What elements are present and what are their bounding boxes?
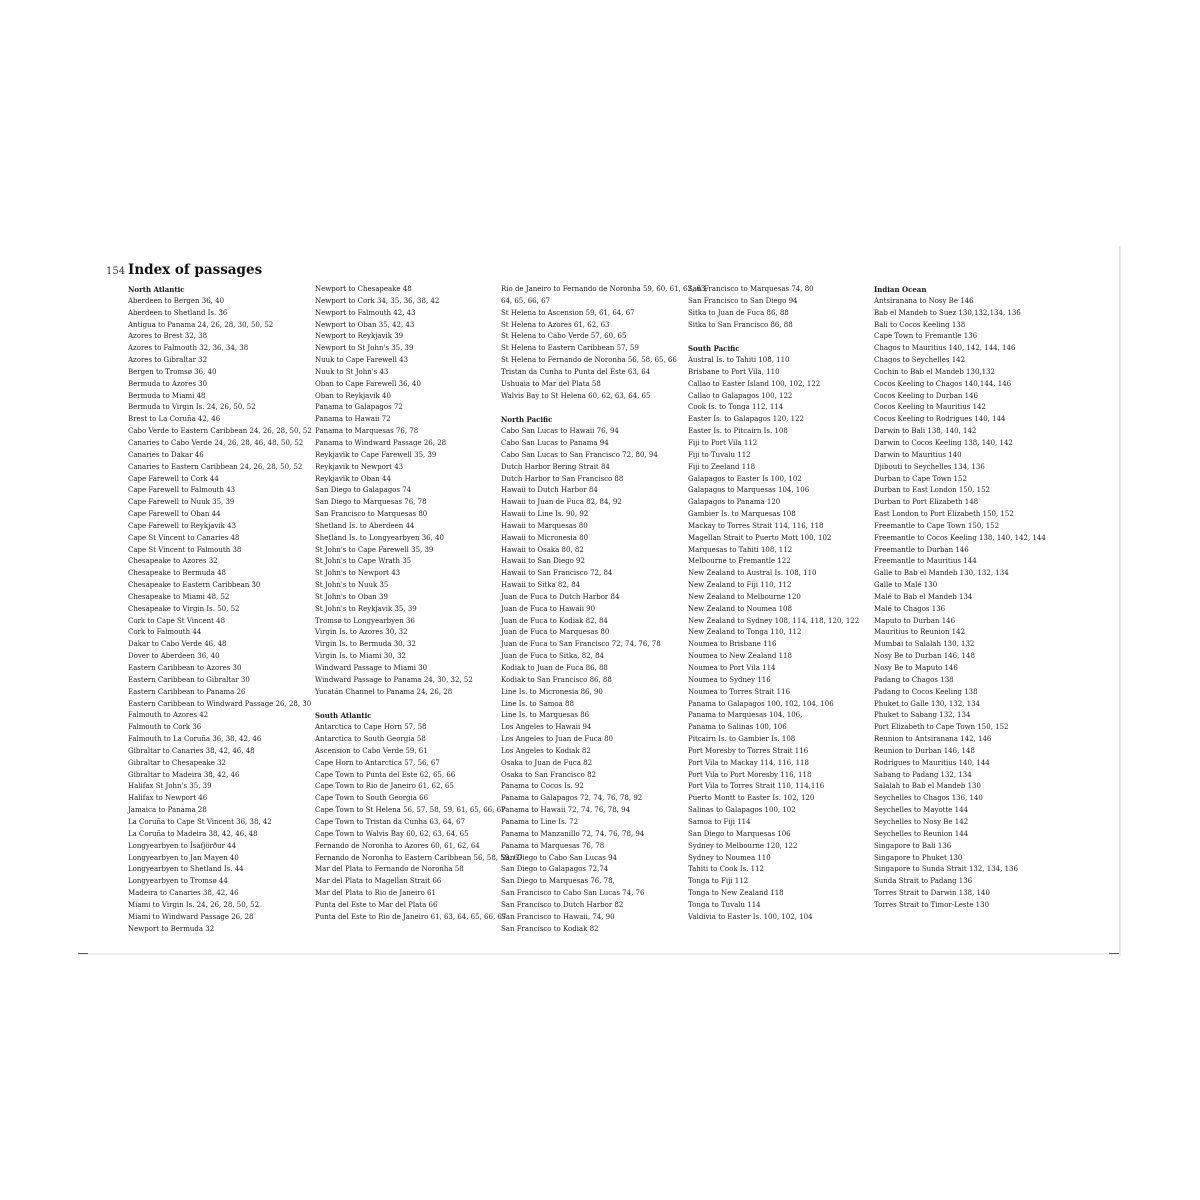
passage-entry: Panama to Marquesas 104, 106, [688,711,803,720]
passage-entry: Tonga to Fiji 112 [688,877,749,886]
passage-entry: Hawaii to Osaka 80, 82 [501,545,584,554]
passage-entry: Walvis Bay to St Helena 60, 62, 63, 64, 65 [501,391,651,400]
passage-entry: Callao to Galapagos 100, 122 [688,391,793,400]
passage-entry: Punta del Este to Rio de Janeiro 61, 63, 64, 65, 66, 67 [315,912,507,921]
section-spacer [688,331,874,343]
section-spacer [315,699,501,711]
passage-entry: San Diego to Galapagos 74 [315,486,412,495]
passage-entry: Sitka to Juan de Fuca 86, 88 [688,308,789,317]
passage-entry: Panama to Galapagos 72 [315,403,403,412]
passage-entry: Tonga to Tuvalu 114 [688,900,761,909]
passage-entry: Fiji to Tuvalu 112 [688,450,751,459]
page-edge-shadow [1119,246,1121,956]
passage-entry: Padang to Chagos 138 [874,675,954,684]
passage-entry: Eastern Caribbean to Azores 30 [128,664,242,672]
passage-entry: Reunion to Antsiranana 142, 146 [874,735,992,744]
passage-entry: Azores to Falmouth 32, 36, 34, 38 [128,344,249,353]
passage-entry: Bab el Mandeb to Suez 130,132,134, 136 [874,308,1021,317]
passage-entry: Bermuda to Virgin Is. 24, 26, 50, 52 [128,403,256,412]
passage-entry: Maputo to Durban 146 [874,616,956,625]
passage-entry: Falmouth to Azores 42 [128,711,209,720]
passage-entry: New Zealand to Tonga 110, 112 [688,628,802,637]
passage-entry: Hawaii to San Francisco 72, 84 [501,569,613,578]
passage-entry: Cape Farewell to Falmouth 43 [128,486,236,495]
passage-entry: Azores to Brest 32, 38 [128,332,208,341]
passage-entry: Port Vila to Mackay 114, 116, 118 [688,758,809,767]
passage-entry: Cocos Keeling to Durban 146 [874,391,979,400]
passage-entry: Freemantle to Cocos Keeling 138, 140, 142, 144 [874,533,1046,542]
passage-entry: Freemantle to Mauritius 144 [874,557,977,566]
passage-entry: San Francisco to Dutch Harbor 82 [501,900,624,909]
passage-entry: Nuuk to Cape Farewell 43 [315,356,409,365]
passage-entry: Canaries to Cabo Verde 24, 26, 28, 46, 48, 50, 52 [128,438,304,447]
passage-entry: Singapore to Bali 136 [874,841,952,850]
passage-entry: La Coruña to Cape St Vincent 36, 38, 42 [128,817,272,826]
passage-entry: Cook Is. to Tonga 112, 114 [688,403,784,412]
passage-entry: Osaka to Juan de Fuca 82 [501,758,593,767]
passage-entry: Dutch Harbor Bering Strait 84 [501,462,610,471]
passage-entry: Sunda Strait to Padang 136 [874,877,973,886]
passage-entry: Juan de Fuca to Marquesas 80 [501,628,610,637]
passage-entry: Tristan da Cunha to Punta del Este 63, 64 [501,367,651,376]
passage-entry: Gambier Is. to Marquesas 108 [688,510,796,519]
page-bottom-edge [78,953,1121,955]
passage-entry: Newport to Falmouth 42, 43 [315,308,416,317]
passage-entry: St Helena to Cabo Verde 57, 60, 65 [501,332,627,341]
passage-entry: Newport to Bermuda 32 [128,924,215,933]
passage-entry: Noumea to Sydney 116 [688,675,771,684]
region-heading: North Pacific [501,415,553,425]
passage-entry: Port Vila to Torres Strait 110, 114,116 [688,782,825,791]
passage-entry: Halifax to Newport 46 [128,794,208,803]
passage-entry: Samoa to Fiji 114 [688,817,751,826]
passage-entry: Mar del Plata to Rio de Janeiro 61 [315,889,436,898]
passage-entry: Puerto Montt to Easter Is. 102, 120 [688,794,815,803]
passage-entry: Cocos Keeling to Chagos 140,144, 146 [874,379,1012,388]
passage-entry: Bermuda to Miami 48 [128,391,206,400]
passage-entry: Line Is. to Samoa 88 [501,699,574,708]
passage-entry: Torres Strait to Darwin 138, 140 [874,889,990,898]
passage-entry: Cochin to Bab el Mandeb 130,132 [874,367,995,376]
passage-entry: Callao to Easter Island 100, 102, 122 [688,379,821,388]
index-column-1 [128,284,314,935]
passage-entry: Fiji to Port Vila 112 [688,438,758,447]
passage-entry: Panama to Marquesas 76, 78 [315,427,419,436]
passage-entry: Panama to Salinas 100, 106 [688,723,787,732]
passage-entry: Galapagos to Panama 120 [688,498,781,507]
passage-entry: New Zealand to Austral Is. 108, 110 [688,569,817,578]
passage-entry: Galle to Bab el Mandeb 130, 132, 134 [874,569,1009,578]
passage-entry: Brest to La Coruña 42, 46 [128,415,221,424]
passage-entry: Azores to Gibraltar 32 [128,356,208,365]
region-heading: South Pacific [688,344,740,354]
passage-entry: Austral Is. to Tahiti 108, 110 [688,356,790,365]
passage-entry: Madeira to Canaries 38, 42, 46 [128,889,239,898]
passage-entry: Oban to Reykjavik 40 [315,391,391,400]
passage-entry: Gibraltar to Canaries 38, 42, 46, 48 [128,746,255,755]
passage-entry: Hawaii to Juan de Fuca 82, 84, 92 [501,498,622,507]
passage-entry: Malé to Bab el Mandeb 134 [874,592,973,601]
passage-entry: Hawaii to Micronesia 80 [501,533,589,542]
passage-entry: Line Is. to Micronesia 86, 90 [501,687,603,696]
passage-entry: San Francisco to Cabo San Lucas 74, 76 [501,889,645,898]
passage-entry: Newport to St John's 35, 39 [315,344,414,353]
passage-entry: St Helena to Azores 61, 62, 63 [501,320,610,329]
passage-entry: Panama to Galapagos 72, 74, 76, 78, 92 [501,794,643,803]
passage-entry: San Francisco to Marquesas 74, 80 [688,285,814,293]
passage-entry: Reykjavik to Oban 44 [315,474,391,483]
passage-entry: Shetland Is. to Longyearbyen 36, 40 [315,533,444,542]
passage-entry: Cape Horn to Antarctica 57, 56, 67 [315,758,440,767]
passage-entry: Yucatán Channel to Panama 24, 26, 28 [315,687,453,696]
passage-entry: Chesapeake to Bermuda 48 [128,569,226,578]
passage-entry: Singapore to Sunda Strait 132, 134, 136 [874,865,1018,874]
passage-entry: Juan de Fuca to Hawaii 90 [501,604,596,613]
passage-entry: St John's to Reykjavik 35, 39 [315,604,417,613]
passage-entry: Line Is. to Marquesas 86 [501,711,590,720]
passage-entry: La Coruña to Madeira 38, 42, 46, 48 [128,829,258,838]
passage-entry: Dutch Harbor to San Francisco 88 [501,474,624,483]
passage-entry: Nosy Be to Durban 146, 148 [874,652,975,661]
passage-entry: Newport to Oban 35, 42, 43 [315,320,415,329]
passage-entry: Kodiak to Juan de Fuca 86, 88 [501,664,608,672]
passage-entry: Newport to Reykjavik 39 [315,332,404,341]
passage-entry: San Francisco to Hawaii, 74, 90 [501,912,615,921]
passage-entry: Chesapeake to Virgin Is. 50, 52 [128,604,240,613]
passage-entry: Canaries to Eastern Caribbean 24, 26, 28, 50, 52 [128,462,303,471]
passage-entry: Virgin Is. to Bermuda 30, 32 [315,640,416,649]
passage-entry: Cape Farewell to Reykjavik 43 [128,521,237,530]
passage-entry: Galapagos to Easter Is 100, 102 [688,474,802,483]
passage-entry: New Zealand to Sydney 108, 114, 118, 120, 122 [688,616,860,625]
index-column-2 [315,284,523,924]
passage-entry: Reykjavik to Cape Farewell 35, 39 [315,450,437,459]
passage-entry: Salinas to Galapagos 100, 102 [688,806,796,815]
passage-entry: San Diego to Cabo San Lucas 94 [501,853,617,862]
passage-entry: Phuket to Galle 130, 132, 134 [874,699,980,708]
passage-entry: Galapagos to Marquesas 104, 106 [688,486,810,495]
passage-entry: Padang to Cocos Keeling 138 [874,687,978,696]
passage-entry: Virgin Is. to Azores 30, 32 [315,628,408,637]
passage-entry: Sabang to Padang 132, 134 [874,770,972,779]
passage-entry: Cape Town to Tristan da Cunha 63, 64, 67 [315,817,466,826]
passage-entry: Hawaii to Line Is. 90, 92 [501,510,589,519]
passage-entry: Durban to East London 150, 152 [874,486,990,495]
passage-entry: Chesapeake to Miami 48, 52 [128,592,230,601]
passage-entry: Cape Farewell to Oban 44 [128,510,221,519]
passage-entry: Seychelles to Nosy Be 142 [874,817,969,826]
passage-entry: Cape Town to Punta del Este 62, 65, 66 [315,770,456,779]
passage-entry: Darwin to Mauritius 140 [874,450,962,459]
passage-entry: Malé to Chagos 136 [874,604,946,613]
crop-mark-left [78,953,88,954]
passage-entry: Seychelles to Chagos 136, 140 [874,794,983,803]
passage-entry: New Zealand to Fiji 110, 112 [688,581,792,590]
passage-entry: St Helena to Fernando de Noronha 56, 58, 65, 66 [501,356,677,365]
passage-entry: Sydney to Noumea 110 [688,853,771,862]
passage-entry: Noumea to Brisbane 116 [688,640,777,649]
passage-entry: Cape Farewell to Nuuk 35, 39 [128,498,235,507]
passage-entry: Miami to Windward Passage 26, 28 [128,912,254,921]
passage-entry: Longyearbyen to Shetland Is. 44 [128,865,244,874]
passage-entry: St John's to Cape Wrath 35 [315,557,412,566]
passage-entry: Juan de Fuca to Sitka, 82, 84 [501,652,604,661]
passage-entry: Longyearbyen to Tromsø 44 [128,877,228,886]
passage-entry: Shetland Is. to Aberdeen 44 [315,521,415,530]
passage-entry: Cabo San Lucas to Panama 94 [501,438,609,447]
passage-entry: Cape St Vincent to Canaries 48 [128,533,240,542]
passage-entry: Canaries to Dakar 46 [128,450,204,459]
passage-entry: Tonga to New Zealand 118 [688,889,784,898]
passage-entry: San Diego to Marquesas 76, 78, [501,877,615,886]
passage-entry: Oban to Cape Farewell 36, 40 [315,379,421,388]
passage-entry: Fernando de Noronha to Eastern Caribbean 56, 58, 59, 67 [315,853,523,862]
passage-entry: Freemantle to Durban 146 [874,545,969,554]
passage-entry: Magellan Strait to Puerto Mott 100, 102 [688,533,832,542]
passage-entry: Reykjavik to Newport 43 [315,462,404,471]
passage-entry: Windward Passage to Panama 24, 30, 32, 52 [315,675,473,684]
passage-entry: San Francisco to Kodiak 82 [501,924,599,933]
passage-entry: Seychelles to Mayotte 144 [874,806,969,815]
passage-entry: Hawaii to Sitka 82, 84 [501,581,581,590]
passage-entry: Panama to Marquesas 76, 78 [501,841,605,850]
passage-entry: San Diego to Marquesas 76, 78 [315,498,427,507]
passage-entry: Cork to Cape St Vincent 48 [128,616,226,625]
passage-entry: Port Vila to Port Moresby 116, 118 [688,770,812,779]
passage-entry: St Helena to Eastern Caribbean 57, 59 [501,344,639,353]
passage-entry: Eastern Caribbean to Gibraltar 30 [128,675,250,684]
passage-entry: Cape Town to Rio de Janeiro 61, 62, 65 [315,782,454,791]
passage-entry: Djibouti to Seychelles 134, 136 [874,462,985,471]
passage-entry: St John's to Newport 43 [315,569,401,578]
page-title: Index of passages [128,262,263,278]
page-number: 154 [106,266,126,277]
passage-entry: Fernando de Noronha to Azores 60, 61, 62, 64 [315,841,480,850]
passage-entry: Panama to Cocos Is. 92 [501,782,584,791]
passage-entry: Brisbane to Port Vila, 110 [688,367,780,376]
passage-entry: New Zealand to Melbourne 120 [688,592,801,601]
passage-entry: Cocos Keeling to Rodrigues 140, 144 [874,415,1006,424]
passage-entry: Cork to Falmouth 44 [128,628,202,637]
passage-entry: Hawaii to San Diego 92 [501,557,585,566]
passage-entry: Freemantle to Cape Town 150, 152 [874,521,1000,530]
passage-entry: East London to Port Elizabeth 150, 152 [874,510,1014,519]
passage-entry: Longyearbyen to Jan Mayen 40 [128,853,239,862]
passage-entry: Gibraltar to Madeira 38, 42, 46 [128,770,240,779]
passage-entry: Cape St Vincent to Falmouth 38 [128,545,242,554]
passage-entry: Punta del Este to Mar del Plata 66 [315,900,438,909]
passage-entry: Tromsø to Longyearbyen 36 [315,616,415,625]
passage-entry: Gibraltar to Chesapeake 32 [128,758,226,767]
passage-entry: St Helena to Ascension 59, 61, 64, 67 [501,308,635,317]
passage-entry: Cape Town to Walvis Bay 60, 62, 63, 64, 65 [315,829,469,838]
index-column-3 [501,284,708,935]
passage-entry: Panama to Galapagos 100, 102, 104, 106 [688,699,834,708]
passage-entry: Juan de Fuca to San Francisco 72, 74, 76, 78 [501,640,661,649]
passage-entry: Osaka to San Francisco 82 [501,770,597,779]
passage-entry: Mar del Plata to Magellan Strait 66 [315,877,442,886]
passage-entry: Dakar to Cabo Verde 46, 48 [128,640,227,649]
passage-entry: Cape Town to St Helena 56, 57, 58, 59, 61, 65, 66, 67 [315,806,506,815]
passage-entry: Juan de Fuca to Kodiak 82, 84 [501,616,608,625]
passage-entry: Chagos to Mauritius 140, 142, 144, 146 [874,344,1016,353]
passage-entry: 64, 65, 66, 67 [501,296,550,305]
passage-entry: Sydney to Melbourne 120, 122 [688,841,798,850]
passage-entry: Reunion to Durban 146, 148 [874,746,975,755]
passage-entry: Cape Town to Fremantle 136 [874,332,978,341]
passage-entry: Los Angeles to Hawaii 94 [501,723,592,732]
passage-entry: Panama to Hawaii 72 [315,415,391,424]
passage-entry: Miami to Virgin Is. 24, 26, 28, 50, 52 [128,900,260,909]
passage-entry: St John's to Nuuk 35 [315,581,389,590]
passage-entry: Chesapeake to Eastern Caribbean 30 [128,581,261,590]
passage-entry: Ascension to Cabo Verde 59, 61 [315,746,428,755]
passage-entry: Pitcairn Is. to Gambier Is. 108 [688,735,796,744]
passage-entry: Falmouth to La Coruña 36, 38, 42, 46 [128,735,262,744]
passage-entry: Nosy Be to Maputo 146 [874,664,958,672]
passage-entry: Kodiak to San Francisco 86, 88 [501,675,612,684]
region-heading: North Atlantic [128,285,185,294]
passage-entry: Galle to Malé 130 [874,581,938,590]
passage-entry: Cape Town to South Georgia 66 [315,794,429,803]
passage-entry: Los Angeles to Juan de Fuca 80 [501,735,613,744]
passage-entry: Rodrigues to Mauritius 140, 144 [874,758,990,767]
passage-entry: Durban to Cape Town 152 [874,474,967,483]
passage-entry: St John's to Cape Farewell 35, 39 [315,545,434,554]
passage-entry: Torres Strait to Timor-Leste 130 [874,900,990,909]
passage-entry: Port Elizabeth to Cape Town 150, 152 [874,723,1009,732]
passage-entry: Port Moresby to Torres Strait 116 [688,746,809,755]
passage-entry: San Diego to Marquesas 106 [688,829,791,838]
passage-entry: Darwin to Bali 138, 140, 142 [874,427,977,436]
passage-entry: Cape Farewell to Cork 44 [128,474,219,483]
section-spacer [501,402,687,414]
region-heading: South Atlantic [315,711,372,721]
passage-entry: Aberdeen to Shetland Is. 36 [128,308,228,317]
passage-entry: Halifax St John's 35, 39 [128,782,212,791]
passage-entry: Bermuda to Azores 30 [128,379,208,388]
passage-entry: Longyearbyen to Ísafjörður 44 [128,841,237,850]
passage-entry: Easter Is. to Pitcairn Is. 108 [688,427,788,436]
passage-entry: Virgin Is. to Miami 30, 32 [315,652,406,661]
passage-entry: Noumea to New Zealand 118 [688,652,792,661]
passage-entry: Ushuaia to Mar del Plata 58 [501,379,601,388]
passage-entry: Easter Is. to Galapagos 120, 122 [688,415,804,424]
passage-entry: Mackay to Torres Strait 114, 116, 118 [688,521,824,530]
passage-entry: Rio de Janeiro to Fernando de Noronha 59, 60, 61, 62, 63, [501,285,708,293]
passage-entry: Chesapeake to Azores 32 [128,557,218,566]
passage-entry: Mumbai to Salalah 130, 132 [874,640,975,649]
passage-entry: Jamaica to Panama 28 [128,806,207,815]
passage-entry: Juan de Fuca to Dutch Harbor 84 [501,592,620,601]
passage-entry: Hawaii to Dutch Harbor 84 [501,486,598,495]
passage-entry: St John's to Oban 39 [315,592,388,601]
passage-entry: San Francisco to Marquesas 80 [315,510,428,519]
passage-entry: Newport to Chesapeake 48 [315,285,412,293]
passage-entry: Cocos Keeling to Mauritius 142 [874,403,986,412]
passage-entry: Antarctica to Cape Horn 57, 58 [315,723,427,732]
passage-entry: Tahiti to Cook Is. 112 [688,865,764,874]
passage-entry: Cabo Verde to Eastern Caribbean 24, 26, 28, 50, 52 [128,427,312,436]
passage-entry: Fiji to Zeeland 118 [688,462,756,471]
passage-entry: Eastern Caribbean to Windward Passage 26, 28, 30 [128,699,312,708]
passage-entry: Darwin to Cocos Keeling 138, 140, 142 [874,438,1013,447]
passage-entry: Salalah to Bab el Mandeb 130 [874,782,981,791]
passage-entry: Hawaii to Marquesas 80 [501,521,588,530]
passage-entry: Dover to Aberdeen 36, 40 [128,652,220,661]
region-heading: Indian Ocean [874,285,927,294]
passage-entry: Mar del Plata to Fernando de Noronha 58 [315,865,464,874]
passage-entry: Bergen to Tromsø 36, 40 [128,367,217,376]
passage-entry: Los Angeles to Kodiak 82 [501,746,591,755]
passage-entry: Antarctica to South Georgia 58 [315,735,426,744]
passage-entry: Panama to Windward Passage 26, 28 [315,438,447,447]
passage-entry: Panama to Line Is. 72 [501,817,579,826]
index-column-4 [688,284,874,924]
passage-entry: Chagos to Seychelles 142 [874,356,966,365]
passage-entry: New Zealand to Noumea 108 [688,604,792,613]
passage-entry: Panama to Hawaii 72, 74, 76, 78, 94 [501,806,631,815]
passage-entry: Cabo San Lucas to Hawaii 76, 94 [501,427,619,436]
passage-entry: Marquesas to Tahiti 108, 112 [688,545,793,554]
passage-entry: Melbourne to Fremantle 122 [688,557,791,566]
passage-entry: Windward Passage to Miami 30 [315,664,428,672]
crop-mark-right [1109,953,1119,954]
passage-entry: Durban to Port Elizabeth 148 [874,498,979,507]
passage-entry: San Francisco to San Diego 94 [688,296,798,305]
passage-entry: Panama to Manzanillo 72, 74, 76, 78, 94 [501,829,645,838]
passage-entry: Antsiranana to Nosy Be 146 [874,296,974,305]
passage-entry: Noumea to Port Vila 114 [688,664,776,672]
passage-entry: Antigua to Panama 24, 26, 28, 30, 50, 52 [128,320,274,329]
passage-entry: Sitka to San Francisco 86, 88 [688,320,793,329]
passage-entry: Phuket to Sabang 132, 134 [874,711,971,720]
passage-entry: San Diego to Galapagos 72,74 [501,865,609,874]
passage-entry: Valdivia to Easter Is. 100, 102, 104 [688,912,813,921]
passage-entry: Eastern Caribbean to Panama 26 [128,687,246,696]
passage-entry: Falmouth to Cork 36 [128,723,202,732]
passage-entry: Noumea to Torres Strait 116 [688,687,791,696]
index-column-5 [874,284,1060,912]
passage-entry: Aberdeen to Bergen 36, 40 [128,296,225,305]
passage-entry: Mauritius to Reunion 142 [874,628,966,637]
passage-entry: Nuuk to St John's 43 [315,367,389,376]
passage-entry: Cabo San Lucas to San Francisco 72, 80, 94 [501,450,658,459]
passage-entry: Seychelles to Reunion 144 [874,829,969,838]
passage-entry: Newport to Cork 34, 35, 36, 38, 42 [315,296,440,305]
passage-entry: Singapore to Phuket 130 [874,853,963,862]
passage-entry: Bali to Cocos Keeling 138 [874,320,966,329]
